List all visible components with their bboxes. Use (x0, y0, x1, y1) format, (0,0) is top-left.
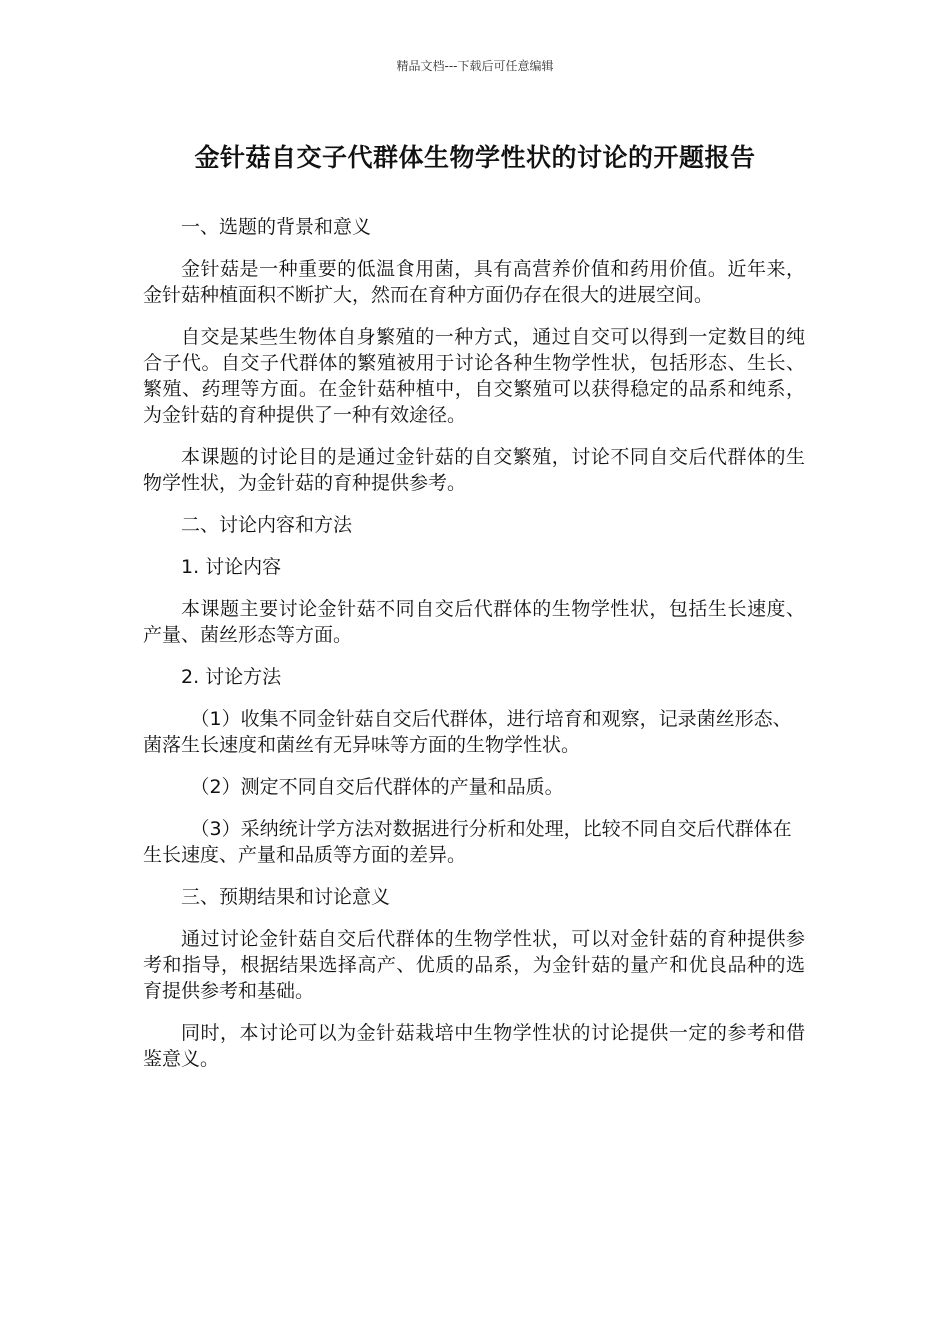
document-body (143, 214, 805, 1088)
subheading-methods: 2. 讨论方法 (181, 666, 282, 688)
paragraph: 本课题主要讨论金针菇不同自交后代群体的生物学性状，包括生长速度、产量、菌丝形态等方面。 (143, 598, 805, 646)
section-heading-expected-results: 三、预期结果和讨论意义 (181, 886, 391, 908)
paragraph: 自交是某些生物体自身繁殖的一种方式，通过自交可以得到一定数目的纯合子代。自交子代群体的繁殖被用于讨论各种生物学性状，包括形态、生长、繁殖、药理等方面。在金针菇种植中，自交繁殖可以获得稳定的品系和纯系，为金针菇的育种提供了一种有效途径。 (143, 326, 805, 426)
section-heading-background: 一、选题的背景和意义 (181, 216, 372, 238)
header-note: 精品文档---下载后可任意编辑 (396, 59, 554, 73)
subheading-content: 1. 讨论内容 (181, 556, 282, 578)
document-title: 金针菇自交子代群体生物学性状的讨论的开题报告 (194, 143, 756, 172)
method-item: （3）采纳统计学方法对数据进行分析和处理，比较不同自交后代群体在生长速度、产量和品质等方面的差异。 (143, 818, 792, 866)
paragraph: 金针菇是一种重要的低温食用菌，具有高营养价值和药用价值。近年来，金针菇种植面积不断扩大，然而在育种方面仍存在很大的进展空间。 (143, 258, 805, 306)
paragraph: 本课题的讨论目的是通过金针菇的自交繁殖，讨论不同自交后代群体的生物学性状，为金针菇的育种提供参考。 (143, 446, 805, 494)
method-item: （2）测定不同自交后代群体的产量和品质。 (190, 776, 564, 798)
section-heading-content-methods: 二、讨论内容和方法 (181, 514, 353, 536)
method-item: （1）收集不同金针菇自交后代群体，进行培育和观察，记录菌丝形态、菌落生长速度和菌丝有无异味等方面的生物学性状。 (143, 708, 792, 756)
paragraph: 通过讨论金针菇自交后代群体的生物学性状，可以对金针菇的育种提供参考和指导，根据结果选择高产、优质的品系，为金针菇的量产和优良品种的选育提供参考和基础。 (143, 928, 805, 1002)
paragraph: 同时，本讨论可以为金针菇栽培中生物学性状的讨论提供一定的参考和借鉴意义。 (143, 1022, 805, 1070)
